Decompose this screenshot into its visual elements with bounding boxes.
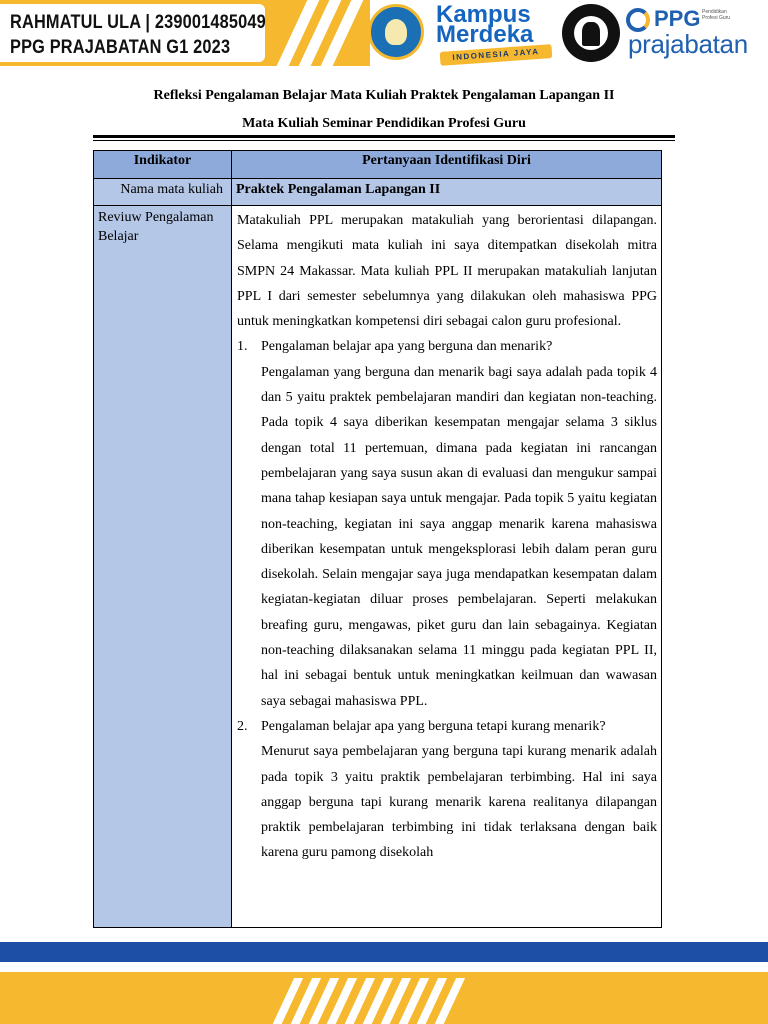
review-label: Reviuw Pengalaman Belajar — [94, 206, 232, 928]
review-intro: Matakuliah PPL merupakan matakuliah yang berorientasi dilapangan. Selama mengikuti mata kuliah ini saya ditempatkan disekolah mitra SMPN 24 Makassar. Mata kuliah PPL II merupakan matakuliah lanjutan PPL I dari semester sebelumnya yang dilakukan oleh mahasiswa PPG untuk meningkatkan kompetensi diri sebagai calon guru profesional. — [237, 213, 657, 330]
ppg-subtitle: Pendidikan Profesi Guru — [702, 9, 731, 21]
tut-wuri-handayani-logo-icon — [368, 4, 424, 60]
title-rule-thin — [93, 140, 675, 141]
indonesia-jaya-ribbon: INDONESIA JAYA — [440, 44, 553, 66]
document-subtitle: Mata Kuliah Seminar Pendidikan Profesi Guru — [242, 116, 526, 131]
question-text: Pengalaman belajar apa yang berguna tetapi kurang menarik? — [261, 718, 606, 734]
ppg-word: PPG — [654, 6, 701, 31]
table-row — [94, 179, 662, 206]
kampus-word: Kampus — [436, 1, 531, 28]
course-value: Praktek Pengalaman Lapangan II — [232, 179, 662, 206]
answer-2: Menurut saya pembelajaran yang berguna tapi kurang menarik adalah pada topik 3 yaitu praktik pembelajaran terbimbing. Hal ini saya anggap berguna tapi kurang menarik karena realitanya dilapangan praktik pembelajaran terbimbing ini tidak terlaksana dengan baik karena guru pamong disekolah — [261, 744, 657, 861]
student-name-line: RAHMATUL ULA | 239001485049 — [10, 12, 266, 33]
question-text: Pengalaman belajar apa yang berguna dan menarik? — [261, 339, 553, 355]
document-title: Refleksi Pengalaman Belajar Mata Kuliah Praktek Pengalaman Lapangan II — [153, 88, 615, 103]
header-indikator: Indikator — [94, 151, 232, 179]
reflection-table — [93, 150, 662, 928]
review-content — [232, 206, 662, 928]
course-label: Nama mata kuliah — [94, 179, 232, 206]
table-row — [94, 206, 662, 928]
student-id-block — [0, 4, 265, 62]
program-line: PPG PRAJABATAN G1 2023 — [10, 37, 231, 58]
header-banner — [0, 0, 768, 66]
university-emblem-icon — [562, 4, 620, 62]
question-2 — [237, 714, 657, 739]
footer-navy-band — [0, 942, 768, 962]
header-pertanyaan: Pertanyaan Identifikasi Diri — [232, 151, 662, 179]
question-number: 2. — [237, 718, 248, 734]
question-1 — [237, 334, 657, 359]
merdeka-word: Merdeka — [436, 21, 534, 48]
question-number: 1. — [237, 339, 248, 355]
table-header-row — [94, 151, 662, 179]
ppg-prajabatan-logo — [624, 6, 768, 62]
answer-1: Pengalaman yang berguna dan menarik bagi saya adalah pada topik 4 dan 5 yaitu praktek pembelajaran mandiri dan kegiatan non-teaching. Pada topik 4 saya diberikan kesempatan mengajar selama 3 siklus dengan total 11 pertemuan, dimana pada kegiatan ini rancangan pembelajaran yang saya susun akan di evaluasi dan mengukur sampai mana tahap kesiapan saya untuk mengajar. Pada topik 5 yaitu kegiatan non-teaching, kegiatan ini saya anggap menarik karena mahasiswa diberikan kesempatan untuk mengeksplorasi lebih dalam peran guru disekolah. Selain mengajar saya juga mendapatkan kesempatan dalam kegiatan-kegiatan diluar proses pembelajaran. Seperti melakukan breafing guru, mengawas, piket guru dan lain sebagainya. Kegiatan non-teaching dilaksanakan selama 11 minggu pada kegiatan PPL II, hal ini sebagai bentuk untuk meningkatkan keilmuan dan wawasan saya sebagai mahasiswa PPL. — [261, 364, 657, 709]
footer-white-gap — [0, 962, 768, 972]
kampus-merdeka-logo — [432, 2, 556, 64]
footer-band — [0, 942, 768, 1024]
title-rule-thick — [93, 135, 675, 138]
prajabatan-wordmark: prajabatan — [628, 29, 748, 59]
